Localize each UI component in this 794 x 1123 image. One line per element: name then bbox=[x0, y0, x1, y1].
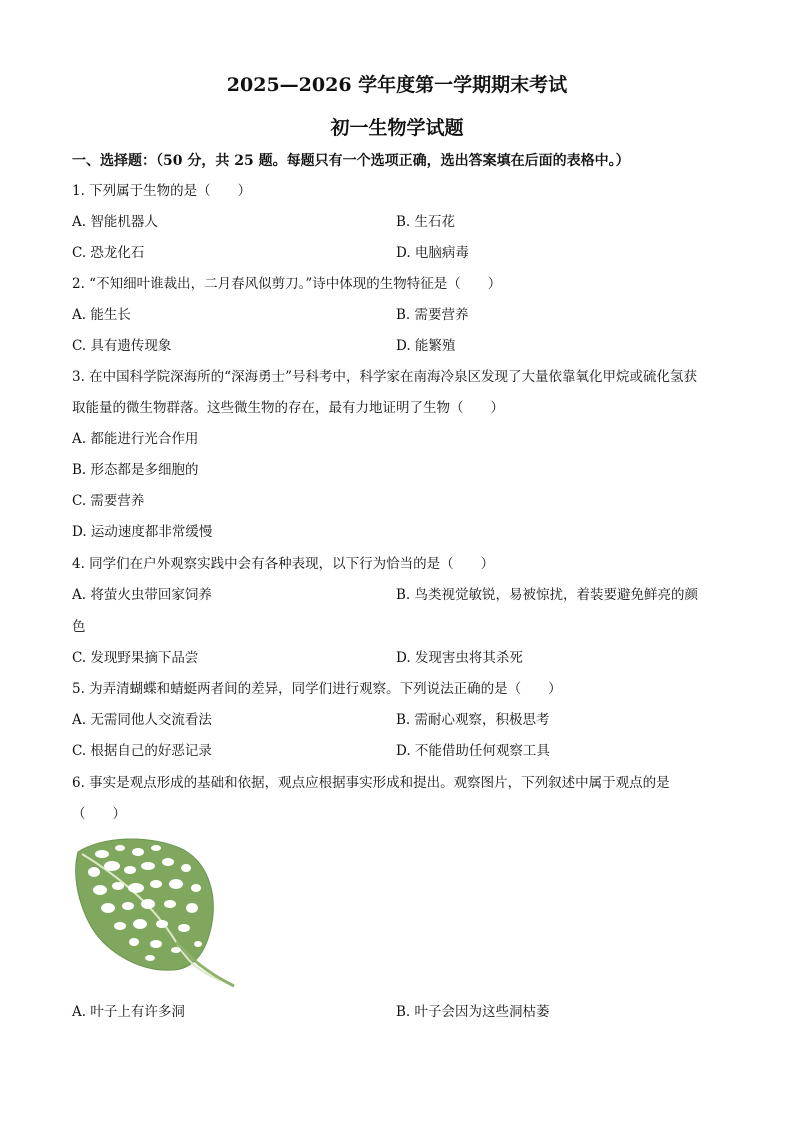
question-6-option-a: A. 叶子上有许多洞 bbox=[72, 1004, 185, 1020]
question-5-option-a: A. 无需同他人交流看法 bbox=[72, 712, 212, 728]
exam-subtitle: 初一生物学试题 bbox=[330, 117, 464, 139]
section-heading: 一、选择题：（50 分，共 25 题。每题只有一个选项正确，选出答案填在后面的表格中。） bbox=[72, 153, 630, 169]
question-4-stem: 4. 同学们在户外观察实践中会有各种表现，以下行为恰当的是（ ） bbox=[72, 556, 495, 572]
question-2-option-c: C. 具有遗传现象 bbox=[72, 338, 172, 354]
question-1-option-c: C. 恐龙化石 bbox=[72, 245, 145, 261]
question-5-stem: 5. 为弄清蝴蝶和蜻蜓两者间的差异，同学们进行观察。下列说法正确的是（ ） bbox=[72, 681, 562, 697]
question-3-option-c: C. 需要营养 bbox=[72, 493, 145, 509]
exam-title: 2025—2026 学年度第一学期期末考试 bbox=[226, 74, 568, 96]
question-3-option-d: D. 运动速度都非常缓慢 bbox=[72, 524, 213, 540]
question-5-option-b: B. 需耐心观察，积极思考 bbox=[396, 712, 550, 728]
question-3-stem-line-1: 3. 在中国科学院深海所的“深海勇士”号科考中，科学家在南海冷泉区发现了大量依靠氧化甲烷或硫化氢获 bbox=[72, 369, 697, 385]
holed-leaf-image bbox=[72, 832, 240, 988]
question-2-option-a: A. 能生长 bbox=[72, 307, 131, 323]
question-4-option-d: D. 发现害虫将其杀死 bbox=[396, 650, 523, 666]
question-5-option-c: C. 根据自己的好恶记录 bbox=[72, 743, 212, 759]
question-2-option-b: B. 需要营养 bbox=[396, 307, 469, 323]
question-2-option-d: D. 能繁殖 bbox=[396, 338, 456, 354]
question-6-stem-line-1: 6. 事实是观点形成的基础和依据，观点应根据事实形成和提出。观察图片，下列叙述中属于观点的是 bbox=[72, 775, 670, 791]
question-6-option-b: B. 叶子会因为这些洞枯萎 bbox=[396, 1004, 550, 1020]
question-1-option-a: A. 智能机器人 bbox=[72, 214, 158, 230]
question-3-stem-line-2: 取能量的微生物群落。这些微生物的存在，最有力地证明了生物（ ） bbox=[72, 400, 504, 416]
question-2-stem: 2. “不知细叶谁裁出，二月春风似剪刀。”诗中体现的生物特征是（ ） bbox=[72, 276, 502, 292]
question-3-option-b: B. 形态都是多细胞的 bbox=[72, 462, 199, 478]
question-4-option-a: A. 将萤火虫带回家饲养 bbox=[72, 587, 212, 603]
question-4-option-b-wrap: 色 bbox=[72, 619, 86, 635]
question-4-option-c: C. 发现野果摘下品尝 bbox=[72, 650, 199, 666]
question-1-option-b: B. 生石花 bbox=[396, 214, 456, 230]
question-5-option-d: D. 不能借助任何观察工具 bbox=[396, 743, 550, 759]
question-4-option-b: B. 鸟类视觉敏锐，易被惊扰，着装要避免鲜亮的颜 bbox=[396, 587, 699, 603]
question-6-stem-line-2: （ ） bbox=[72, 806, 126, 822]
question-1-option-d: D. 电脑病毒 bbox=[396, 245, 469, 261]
question-1-stem: 1. 下列属于生物的是（ ） bbox=[72, 183, 252, 199]
question-3-option-a: A. 都能进行光合作用 bbox=[72, 431, 199, 447]
